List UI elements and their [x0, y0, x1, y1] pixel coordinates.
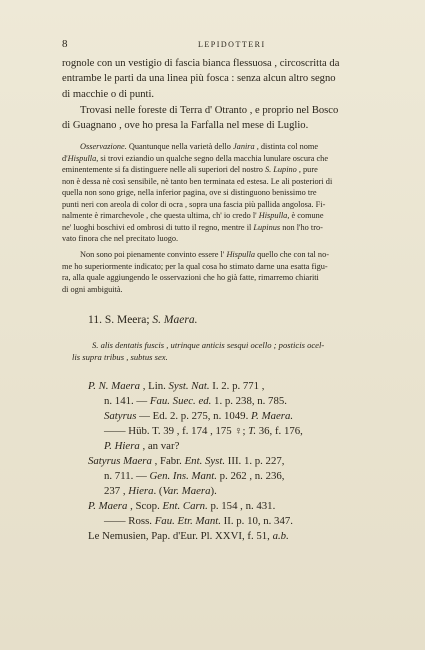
synonym-line: Satyrus Maera , Fabr. Ent. Syst. III. 1. p. 227,	[88, 455, 285, 467]
text-line: vato finora che nel precitato luogo.	[62, 234, 179, 243]
synonym-line: 237 , Hiera. (Var. Maera).	[104, 485, 217, 497]
observation-note-continued	[62, 249, 396, 295]
latin-diagnosis	[72, 339, 394, 363]
synonym-line: Le Nemusien, Pap. d'Eur. Pl. XXVI, f. 51, a.b.	[88, 530, 289, 542]
page-header	[62, 38, 397, 52]
paragraph-habitat	[62, 103, 396, 134]
synonym-line: n. 141. — Fau. Suec. ed. 1. p. 238, n. 785.	[104, 395, 287, 407]
text-line: rognole con un vestigio di fascia bianca flessuosa , circoscritta da	[62, 58, 340, 69]
text-line: Osservazione. Quantunque nella varietà dello Janira , distinta col nome	[80, 142, 319, 151]
text-line: ra, alla quale aggiungendo le osservazioni che ho già fatte, rimarremo chiariti	[62, 273, 319, 282]
text-line: quella non sono grige, nella inferior pagina, ove si distinguono benissimo tre	[62, 188, 317, 197]
synonym-line: n. 711. — Gen. Ins. Mant. p. 262 , n. 236,	[104, 470, 285, 482]
species-number: 11. S. Meera;	[88, 314, 150, 326]
text-line: d'Hispulla, si trovi eziandio un qualche segno della macchia lunulare oscura che	[62, 153, 329, 163]
text-line: Non sono poi pienamente convinto essere l' Hispulla quello che con tal no-	[80, 250, 329, 259]
text-line: entrambe le parti da una linea più fosca : senza alcun altro segno	[62, 73, 336, 85]
synonymy-list	[88, 379, 400, 544]
synonym-line: Satyrus — Ed. 2. p. 275, n. 1049. P. Maera.	[104, 410, 294, 422]
text-line: eminentemente si fa distinguere nelle ali superiori del nostro S. Lupino , pure	[62, 165, 318, 174]
text-line: di ogni ambiguità.	[62, 284, 123, 294]
text-line: lis supra tribus , subtus sex.	[72, 352, 168, 362]
running-head: LEPIDOTTERI	[198, 40, 266, 49]
synonym-line: P. N. Maera , Lin. Syst. Nat. I. 2. p. 771 ,	[88, 380, 265, 392]
observation-note	[62, 141, 396, 245]
text-line: ne' luoghi boschivi ed ombrosi di tutto il regno, mentre il Lupinus non l'ho tro-	[62, 222, 323, 232]
text-line: punti neri con areola di color di ocra , sopra una fascia più pallida angolosa. Fi-	[62, 199, 326, 209]
page-number: 8	[62, 38, 68, 50]
text-line: di macchie o di punti.	[62, 88, 155, 100]
text-line: me ho superiormente indicato; per la qual cosa ho stimato darne una esatta figu-	[62, 261, 328, 271]
paragraph-description	[62, 56, 396, 102]
synonym-line: —— Ross. Fau. Etr. Mant. II. p. 10, n. 347.	[104, 515, 293, 527]
text-line: Trovasi nelle foreste di Terra d' Otranto , e proprio nel Bosco	[80, 105, 339, 116]
synonym-line: P. Hiera , an var?	[104, 440, 180, 452]
species-name: S. Maera.	[152, 314, 198, 326]
text-line: nalmente è rimarchevole , che questa ultima, ch' io credo l' Hispulla, è comune	[62, 211, 324, 220]
species-heading	[88, 314, 197, 326]
synonym-line: —— Hüb. T. 39 , f. 174 , 175 ♀; T. 36, f. 176,	[104, 425, 303, 437]
text-line: non è dessa nè così sensibile, nè tanto ben terminata ed estesa. Le ali posteriori di	[62, 176, 333, 186]
synonym-line: P. Maera , Scop. Ent. Carn. p. 154 , n. 431.	[88, 500, 276, 512]
text-line: di Guagnano , ove ho presa la Farfalla nel mese di Luglio.	[62, 120, 309, 132]
text-line: S. alis dentatis fuscis , utrinque anticis sesqui ocello ; posticis ocel-	[92, 340, 325, 350]
